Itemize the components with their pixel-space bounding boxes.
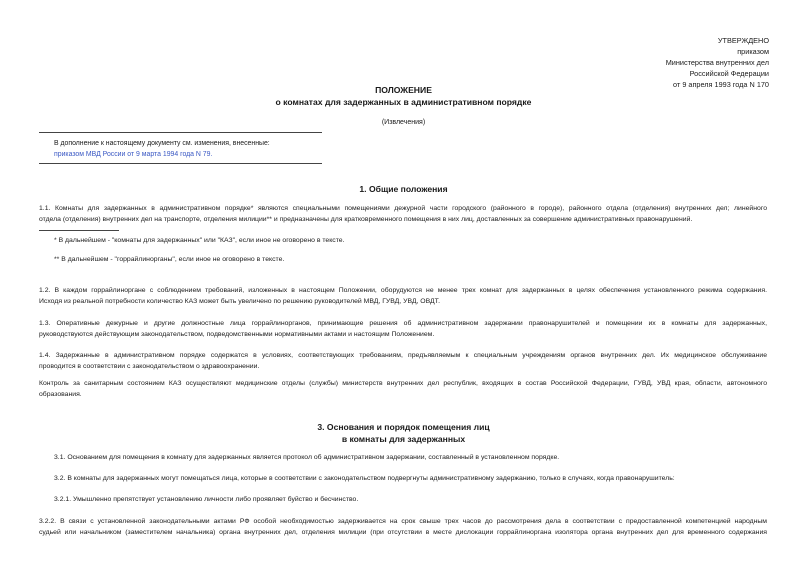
footnote-2: ** В дальнейшем - "горрайлинорганы", если иное не оговорено в тексте. [54, 256, 285, 263]
paragraph-1-2 [39, 285, 767, 307]
paragraph-3-2-2 [39, 516, 767, 538]
paragraph-3-1: 3.1. Основанием для помещения в комнату для задержанных является протокол об административном задержании, составленный в установленном порядке. [54, 454, 560, 461]
paragraph-line: Исходя из реальной потребности количество КАЗ может быть увеличено по решению руководителей МВД, ГУВД, УВД, ОВДТ. [39, 298, 440, 305]
paragraph-3-2-1: 3.2.1. Умышленно препятствует установлению личности либо проявляет буйство и бесчинство. [54, 496, 359, 503]
approval-line: УТВЕРЖДЕНО [717, 36, 769, 45]
amendment-note-text: В дополнение к настоящему документу см. изменения, внесенные: [54, 140, 270, 147]
section-3-heading-line-1: 3. Основания и порядок помещения лиц [317, 422, 490, 432]
section-3-heading [0, 422, 807, 445]
title-line-1: ПОЛОЖЕНИЕ [375, 85, 432, 95]
amendment-note [54, 138, 270, 160]
paragraph-line: 1.2. В каждом горрайлиноргане с соблюдением требований, изложенных в настоящем Положении, оборудуются не менее трех комнат для задержанных в целях обеспечения установленного режима содержания. [39, 287, 767, 294]
approval-line: приказом [737, 47, 769, 56]
divider-top [39, 132, 322, 133]
approval-line: Российской Федерации [689, 69, 769, 78]
paragraph-line: Контроль за санитарным состоянием КАЗ осуществляют медицинские отделы (службы) министерств внутренних дел республик, входящих в состав Российской Федерации, ГУВД, УВД края, области, автономного [39, 380, 767, 387]
approval-line: Министерства внутренних дел [665, 58, 769, 67]
section-1-heading: 1. Общие положения [359, 184, 448, 194]
paragraph-1-1 [39, 203, 767, 225]
approval-line: от 9 апреля 1993 года N 170 [673, 80, 769, 89]
section-3-heading-line-2: в комнаты для задержанных [341, 433, 466, 444]
divider-bottom [39, 163, 322, 164]
paragraph-line: 1.1. Комнаты для задержанных в административном порядке* являются специальными помещениями дежурной части городского (районного в городе), районного отдела (отделения) внутренних дел; линейного [39, 205, 767, 212]
paragraph-line: 1.3. Оперативные дежурные и другие должностные лица горрайлинорганов, принимающие решения об административном задержании правонарушителей и помещении их в комнаты для задержанных, [39, 320, 767, 327]
paragraph-control [39, 378, 767, 400]
paragraph-1-4 [39, 350, 767, 372]
document-title [0, 85, 807, 108]
footnote-1: * В дальнейшем - "комнаты для задержанных" или "КАЗ", если иное не оговорено в тексте. [54, 237, 345, 244]
approval-stamp [666, 35, 769, 90]
extract-label: (Извлечения) [381, 119, 426, 126]
paragraph-3-2: 3.2. В комнаты для задержанных могут помещаться лица, которые в соответствии с законодательством подвергнуты административному задержанию, только в случаях, когда правонарушитель: [54, 475, 675, 482]
amendment-link[interactable]: приказом МВД России от 9 марта 1994 года N 79. [54, 151, 213, 158]
paragraph-line: отдела (отделения) внутренних дел на транспорте, отделения милиции** и предназначены для кратковременного помещения в них лиц, доставленных за совершение административных правонарушений. [39, 216, 693, 223]
paragraph-1-3 [39, 318, 767, 340]
paragraph-line: 1.4. Задержанные в административном порядке содержатся в условиях, соответствующих требованиям, предъявляемым к специальным учреждениям органов внутренних дел. Их медицинское обслуживание [39, 352, 767, 359]
paragraph-line: образования. [39, 391, 82, 398]
paragraph-line: судьей или начальником (заместителем начальника) органа внутренних дел, отделения милиции (при отсутствии в месте дислокации горрайлиноргана изолятора органа внутренних дел для временного содержания [39, 529, 767, 536]
paragraph-line: проводится в соответствии с законодательством о здравоохранении. [39, 363, 260, 370]
footnote-divider [39, 230, 119, 231]
paragraph-line: руководствуются действующим законодательством, подведомственными нормативными актами и настоящим Положением. [39, 331, 435, 338]
title-line-2: о комнатах для задержанных в административном порядке [275, 96, 532, 107]
paragraph-line: 3.2.2. В связи с установленной законодательными актами РФ особой необходимостью задерживается на срок свыше трех часов до рассмотрения дела в соответствии с предоставленной компетенцией народным [39, 518, 767, 525]
